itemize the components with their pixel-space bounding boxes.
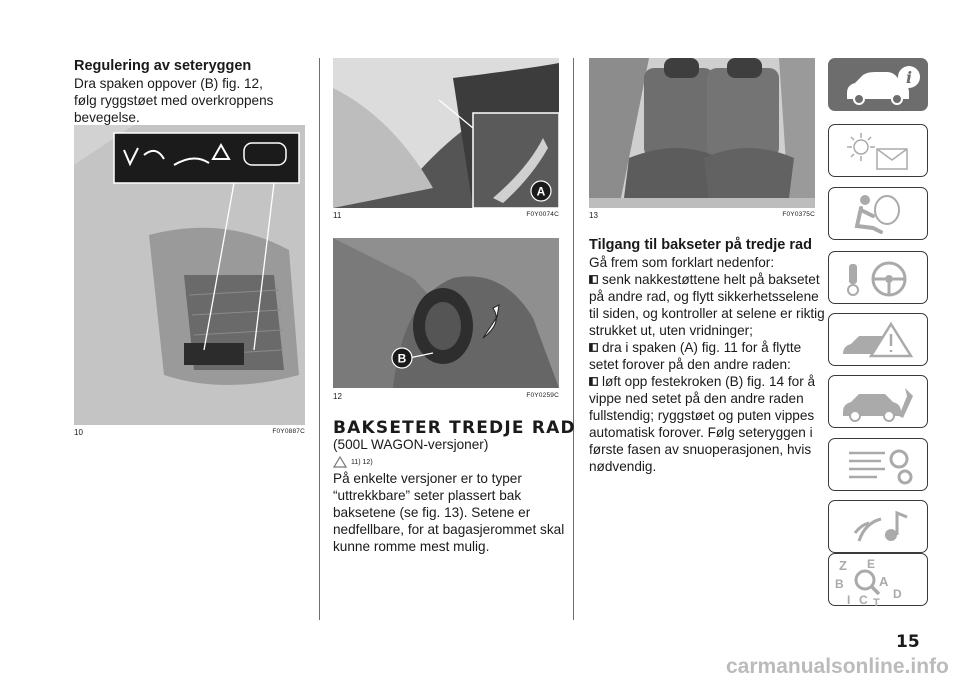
hook-marker-label: B	[397, 351, 407, 366]
text-line: automatisk forover. Følg seteryggen i	[589, 425, 813, 440]
watermark-footer: carmanualsonline.info	[726, 655, 949, 678]
airbag-safety-icon	[829, 188, 929, 241]
seat-trim-illustration	[74, 125, 305, 425]
column-divider	[573, 58, 574, 620]
text-line: På enkelte versjoner er to typer	[333, 471, 522, 486]
list-item	[589, 373, 825, 475]
figure-number: 13	[589, 211, 598, 220]
column-divider	[319, 58, 320, 620]
svg-text:T: T	[873, 597, 880, 607]
figure-10-caption	[74, 428, 305, 437]
figure-12-image	[333, 238, 559, 388]
dashboard-lights-icon	[829, 125, 929, 178]
text-line: løft opp festekroken (B) fig. 14 for å	[602, 374, 816, 389]
svg-text:E: E	[867, 557, 876, 571]
text-line: kunne romme mest mulig.	[333, 539, 490, 554]
figure-number: 12	[333, 392, 342, 401]
warning-road-icon	[829, 314, 929, 367]
section-heading-third-row: BAKSETER TREDJE RAD	[333, 418, 576, 438]
tab-dashboard-lights[interactable]	[828, 124, 928, 177]
figure-11-image	[333, 58, 559, 208]
figure-code: F0Y0074C	[526, 211, 559, 218]
text-line: vippe ned setet på den andre raden	[589, 391, 804, 406]
multimedia-icon	[829, 501, 929, 554]
text-line: “uttrekkbare” seter plassert bak	[333, 488, 522, 503]
figure-13-image	[589, 58, 815, 208]
list-item	[589, 271, 825, 339]
tab-multimedia[interactable]	[828, 500, 928, 553]
text-line: nedfellbare, for at bagasjerommet skal	[333, 522, 565, 537]
text-line: baksetene (se fig. 13). Setene er	[333, 505, 531, 520]
svg-text:A: A	[879, 574, 889, 589]
figure-code: F0Y0887C	[272, 428, 305, 435]
text-line: første fasen av snuoperasjonen, hvis	[589, 442, 812, 457]
version-subtitle: (500L WAGON-versjoner)	[333, 437, 489, 452]
figure-number: 11	[333, 211, 342, 220]
text-line: til siden, og kontroller at selene er riktig	[589, 306, 825, 321]
technical-data-icon	[829, 439, 929, 492]
bullet-icon	[589, 271, 598, 280]
page-number: 15	[896, 632, 920, 652]
third-row-seats-illustration	[589, 58, 815, 208]
text-line: Dra spaken oppover (B) fig. 12,	[74, 76, 263, 91]
text-line: på andre rad, og flytt sikkerhetsselene	[589, 289, 819, 304]
svg-text:i: i	[905, 68, 913, 87]
tab-car-info[interactable]	[828, 58, 928, 111]
access-instructions	[589, 254, 825, 475]
svg-text:B: B	[835, 577, 844, 591]
text-line: dra i spaken (A) fig. 11 for å flytte	[602, 340, 802, 355]
car-service-icon	[829, 376, 929, 429]
warning-triangle-icon	[333, 456, 347, 468]
seat-lever-illustration	[333, 58, 559, 208]
svg-text:Z: Z	[839, 558, 847, 573]
text-line: fullstendig; ryggstøet og puten vippes	[589, 408, 815, 423]
tab-index[interactable]	[828, 553, 928, 606]
text-line: setet forover på den andre raden:	[589, 357, 791, 372]
steering-key-icon	[829, 252, 929, 305]
figure-code: F0Y0375C	[782, 211, 815, 218]
bullet-icon	[589, 339, 598, 348]
tab-technical-data[interactable]	[828, 438, 928, 491]
car-info-icon	[829, 59, 929, 112]
seat-hook-illustration	[333, 238, 559, 388]
tab-airbag-safety[interactable]	[828, 187, 928, 240]
svg-text:D: D	[893, 587, 902, 601]
tab-warning-road[interactable]	[828, 313, 928, 366]
bullet-icon	[589, 373, 598, 382]
list-item	[589, 339, 825, 373]
section-heading-seat-back: Regulering av seteryggen	[74, 58, 252, 74]
text-line: strukket ut, uten vridninger;	[589, 323, 753, 338]
svg-text:I: I	[847, 593, 851, 607]
figure-11-caption	[333, 211, 559, 220]
seat-back-instructions	[74, 75, 273, 126]
text-line: senk nakkestøttene helt på baksetet	[602, 272, 820, 287]
text-line: følg ryggstøet med overkroppens	[74, 93, 274, 108]
figure-13-caption	[589, 211, 815, 220]
index-magnifier-icon	[829, 554, 929, 607]
figure-code: F0Y0259C	[526, 392, 559, 399]
svg-text:C: C	[859, 593, 868, 607]
intro-line: Gå frem som forklart nedenfor:	[589, 255, 775, 270]
text-line: bevegelse.	[74, 110, 140, 125]
tab-steering-key[interactable]	[828, 251, 928, 304]
warning-references	[333, 453, 373, 467]
figure-number: 10	[74, 428, 83, 437]
section-heading-access: Tilgang til bakseter på tredje rad	[589, 237, 812, 253]
figure-10-image	[74, 125, 305, 425]
warning-refs-text: 11) 12)	[351, 459, 373, 466]
lever-marker-label: A	[536, 184, 546, 199]
third-row-description	[333, 470, 564, 555]
tab-car-service[interactable]	[828, 375, 928, 428]
figure-12-caption	[333, 392, 559, 401]
text-line: nødvendig.	[589, 459, 657, 474]
